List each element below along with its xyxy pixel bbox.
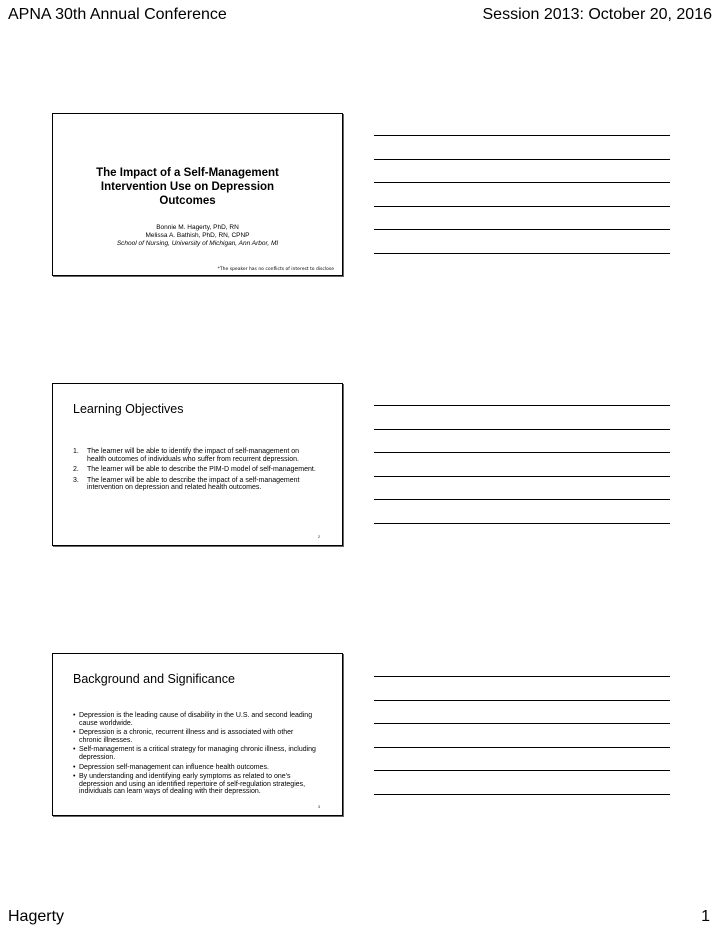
item-text: The learner will be able to describe the PIM-D model of self-management. <box>87 466 316 474</box>
slide-title-line: Outcomes <box>159 195 216 207</box>
note-line <box>374 135 670 136</box>
item-number: 2. <box>73 466 79 474</box>
note-line <box>374 229 670 230</box>
notes-lines-1 <box>374 135 670 277</box>
list-item: • Depression is a chronic, recurrent illness and is associated with other chronic illnesses. <box>73 729 316 744</box>
author-affiliation: School of Nursing, University of Michigan, Ann Arbor, MI <box>116 240 279 247</box>
item-text: The learner will be able to describe the impact of a self-management intervention on depression and related health outcomes. <box>87 476 300 492</box>
bullet-list <box>73 712 316 798</box>
note-line <box>374 429 670 430</box>
slide-title-line: The Impact of a Self-Management <box>96 167 279 179</box>
slide-thumbnail-1 <box>52 113 343 276</box>
list-item <box>73 448 318 463</box>
slide-title-line: Intervention Use on Depression <box>100 181 275 193</box>
note-line <box>374 253 670 254</box>
author-name: Bonnie M. Hagerty, PhD, RN <box>156 224 239 231</box>
list-item <box>73 477 318 492</box>
note-line <box>374 182 670 183</box>
note-line <box>374 747 670 748</box>
note-line <box>374 206 670 207</box>
list-item: • By understanding and identifying early symptoms as related to one’s depression and using an identified repertoire of self-regulation strategies, individuals can learn ways of dealing with their depression. <box>73 773 316 796</box>
note-line <box>374 405 670 406</box>
slide-number: 2 <box>318 535 320 539</box>
slide-title: Learning Objectives <box>73 402 184 416</box>
list-item: • Depression is the leading cause of disability in the U.S. and second leading cause worldwide. <box>73 712 316 727</box>
disclosure-footnote: *The speaker has no conflicts of interest to disclose <box>217 267 334 272</box>
page-header-title: APNA 30th Annual Conference <box>8 6 227 23</box>
note-line <box>374 499 670 500</box>
note-line <box>374 723 670 724</box>
note-line <box>374 476 670 477</box>
objectives-list <box>73 448 318 495</box>
slide-thumbnail-2 <box>52 383 343 546</box>
item-text: The learner will be able to identify the impact of self-management on health outcomes of individuals who suffer from recurrent depression. <box>87 448 300 463</box>
slide-thumbnail-3 <box>52 653 343 816</box>
page-header-session: Session 2013: October 20, 2016 <box>482 6 712 23</box>
notes-lines-3 <box>374 676 670 818</box>
note-line <box>374 159 670 160</box>
author-name: Melissa A. Bathish, PhD, RN, CPNP <box>145 232 250 239</box>
item-number: 3. <box>73 476 79 484</box>
slide-title: Background and Significance <box>73 672 235 686</box>
list-item: • Depression self-management can influence health outcomes. <box>73 764 316 772</box>
slide-number: 3 <box>318 805 320 809</box>
note-line <box>374 700 670 701</box>
page-footer-author: Hagerty <box>8 908 65 925</box>
page-number: 1 <box>701 908 710 925</box>
slide-authors <box>73 224 322 248</box>
note-line <box>374 794 670 795</box>
list-item: • Self-management is a critical strategy for managing chronic illness, including depression. <box>73 746 316 761</box>
note-line <box>374 523 670 524</box>
note-line <box>374 452 670 453</box>
slide-title <box>73 166 302 208</box>
note-line <box>374 676 670 677</box>
item-number: 1. <box>73 448 79 455</box>
notes-lines-2 <box>374 405 670 547</box>
list-item <box>73 466 318 474</box>
note-line <box>374 770 670 771</box>
